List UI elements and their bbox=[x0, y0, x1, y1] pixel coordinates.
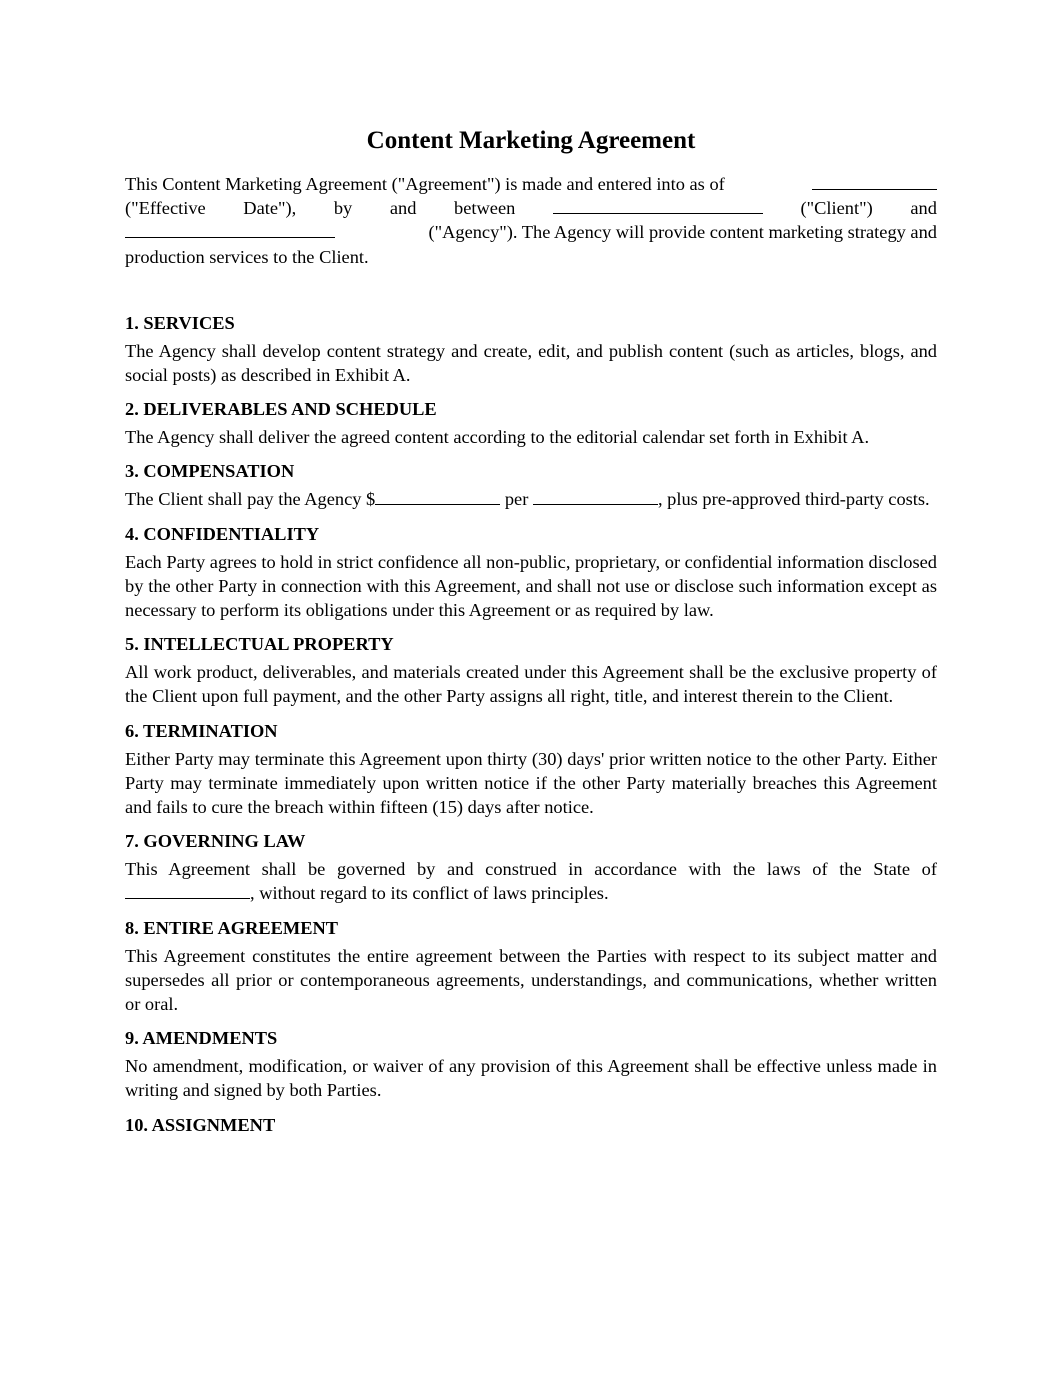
intro-line-1 bbox=[125, 172, 937, 196]
intro-and-2: and bbox=[910, 198, 937, 219]
section-deliverables bbox=[125, 397, 937, 449]
section-body bbox=[125, 857, 937, 905]
compensation-text-pre: The Client shall pay the Agency $ bbox=[125, 489, 376, 510]
intro-line-2 bbox=[125, 196, 937, 220]
agency-name-blank bbox=[125, 223, 335, 238]
intro-by: by bbox=[333, 198, 353, 219]
section-heading: 10. ASSIGNMENT bbox=[125, 1114, 276, 1135]
section-amendments bbox=[125, 1026, 937, 1102]
intro-between: between bbox=[454, 198, 516, 219]
state-blank bbox=[125, 884, 250, 899]
client-label: ("Client") bbox=[800, 198, 873, 219]
section-body: The Agency shall deliver the agreed content according to the editorial calendar set forth in Exhibit A. bbox=[125, 427, 870, 448]
section-body: All work product, deliverables, and materials created under this Agreement shall be the exclusive property of the Client upon full payment, and the other Party assigns all right, title, and interest therein to the Client. bbox=[125, 662, 937, 707]
section-heading: 1. SERVICES bbox=[125, 312, 235, 333]
section-assignment bbox=[125, 1113, 937, 1137]
section-heading: 9. AMENDMENTS bbox=[125, 1028, 278, 1049]
section-heading: 6. TERMINATION bbox=[125, 720, 278, 741]
intro-paragraph bbox=[125, 172, 937, 269]
governing-law-text-post: , without regard to its conflict of laws principles. bbox=[250, 883, 609, 904]
governing-law-text-pre: This Agreement shall be governed by and construed in accordance with the laws of the State of bbox=[125, 859, 937, 880]
section-body: The Agency shall develop content strategy and create, edit, and publish content (such as articles, blogs, and social posts) as described in Exhibit A. bbox=[125, 340, 937, 386]
section-heading: 4. CONFIDENTIALITY bbox=[125, 523, 320, 544]
section-services bbox=[125, 311, 937, 387]
payment-period-blank bbox=[533, 490, 658, 505]
section-confidentiality bbox=[125, 522, 937, 623]
client-name-blank bbox=[553, 199, 763, 214]
section-heading: 8. ENTIRE AGREEMENT bbox=[125, 917, 339, 938]
section-heading: 5. INTELLECTUAL PROPERTY bbox=[125, 634, 394, 655]
section-termination bbox=[125, 719, 937, 820]
section-entire-agreement bbox=[125, 916, 937, 1017]
payment-amount-blank bbox=[375, 490, 500, 505]
intro-line-3 bbox=[125, 220, 937, 244]
section-heading: 7. GOVERNING LAW bbox=[125, 831, 306, 852]
section-body: Either Party may terminate this Agreement upon thirty (30) days' prior written notice to the other Party. Either Party may terminate immediately upon written notice if the other Party materially breaches this Agreement and fails to cure the breach within fifteen (15) days after notice. bbox=[125, 748, 937, 818]
section-body: No amendment, modification, or waiver of any provision of this Agreement shall be effective unless made in writing and signed by both Parties. bbox=[125, 1056, 937, 1101]
section-heading: 3. COMPENSATION bbox=[125, 461, 295, 482]
agency-text: ("Agency"). The Agency will provide content marketing strategy and bbox=[428, 222, 937, 243]
intro-and: and bbox=[389, 198, 417, 219]
section-body bbox=[125, 487, 937, 511]
section-governing-law bbox=[125, 829, 937, 905]
compensation-text-post: , plus pre-approved third-party costs. bbox=[657, 489, 930, 510]
intro-text-1: This Content Marketing Agreement ("Agreement") is made and entered into as of bbox=[125, 174, 725, 194]
section-heading: 2. DELIVERABLES AND SCHEDULE bbox=[125, 399, 437, 420]
section-body: This Agreement constitutes the entire agreement between the Parties with respect to its subject matter and supersedes all prior or contemporaneous agreements, understandings, and communications, whether written or oral. bbox=[125, 945, 937, 1015]
effective-date-open: ("Effective bbox=[125, 198, 206, 219]
section-compensation bbox=[125, 459, 937, 511]
effective-date-blank bbox=[812, 175, 937, 190]
document-page bbox=[125, 124, 937, 1147]
document-title: Content Marketing Agreement bbox=[366, 127, 696, 154]
section-body: Each Party agrees to hold in strict confidence all non-public, proprietary, or confidential information disclosed by the other Party in connection with this Agreement, and shall not use or disclose such information except as necessary to perform its obligations under this Agreement or as required by law. bbox=[125, 551, 937, 621]
section-intellectual-property bbox=[125, 632, 937, 708]
compensation-text-mid: per bbox=[500, 489, 533, 510]
intro-line-4: production services to the Client. bbox=[125, 246, 369, 267]
effective-date-close: Date"), bbox=[243, 198, 297, 219]
